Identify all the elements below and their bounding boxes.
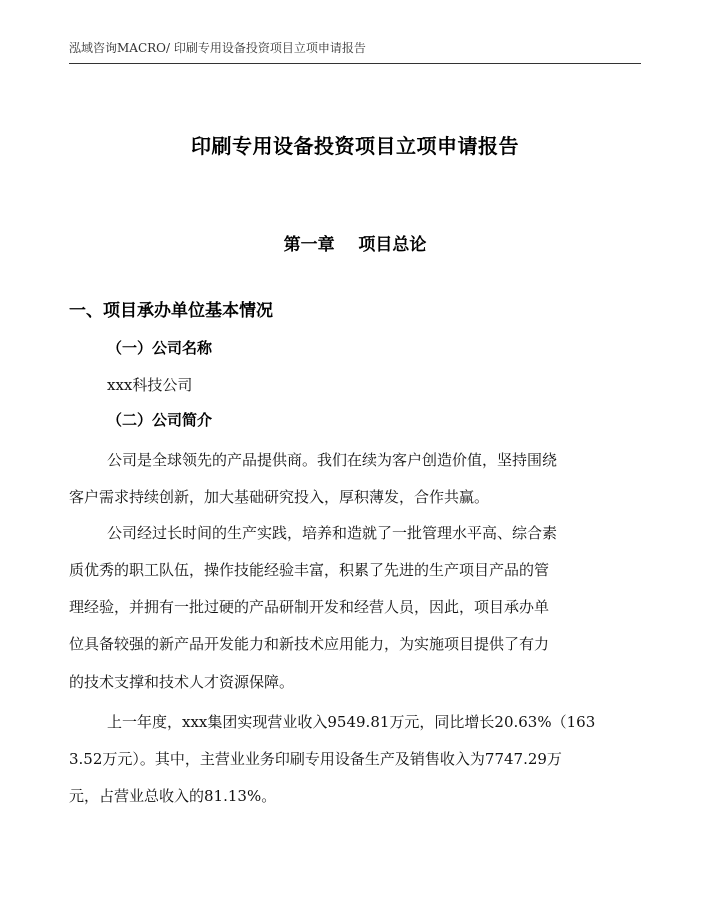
paragraph-line: 3.52万元）。其中，主营业业务印刷专用设备生产及销售收入为7747.29万 [69, 750, 562, 768]
paragraph-line: 理经验，并拥有一批过硬的产品研制开发和经营人员，因此，项目承办单 [69, 598, 550, 616]
section-heading: 一、项目承办单位基本情况 [69, 301, 273, 321]
paragraph-line: 公司经过长时间的生产实践，培养和造就了一批管理水平高、综合素 [107, 524, 558, 542]
paragraph-line: 位具备较强的新产品开发能力和新技术应用能力，为实施项目提供了有力 [69, 635, 550, 653]
company-name-text: xxx科技公司 [107, 376, 193, 394]
paragraph-line: 元，占营业总收入的81.13%。 [69, 787, 277, 805]
subsection-heading-company-profile: （二）公司简介 [107, 411, 213, 429]
subsection-heading-company-name: （一）公司名称 [107, 339, 213, 357]
paragraph-line: 客户需求持续创新，加大基础研究投入，厚积薄发，合作共赢。 [69, 488, 490, 506]
paragraph-line: 上一年度，xxx集团实现营业收入9549.81万元，同比增长20.63%（163 [107, 713, 596, 731]
paragraph-line: 公司是全球领先的产品提供商。我们在续为客户创造价值，坚持围绕 [107, 451, 558, 469]
document-title: 印刷专用设备投资项目立项申请报告 [191, 134, 519, 158]
header-divider [69, 63, 641, 64]
paragraph-line: 质优秀的职工队伍，操作技能经验丰富，积累了先进的生产项目产品的管 [69, 561, 550, 579]
paragraph-line: 的技术支撑和技术人才资源保障。 [69, 673, 295, 691]
chapter-title: 第一章 项目总论 [283, 235, 427, 255]
running-header: 泓域咨询MACRO/ 印刷专用设备投资项目立项申请报告 [69, 41, 366, 55]
